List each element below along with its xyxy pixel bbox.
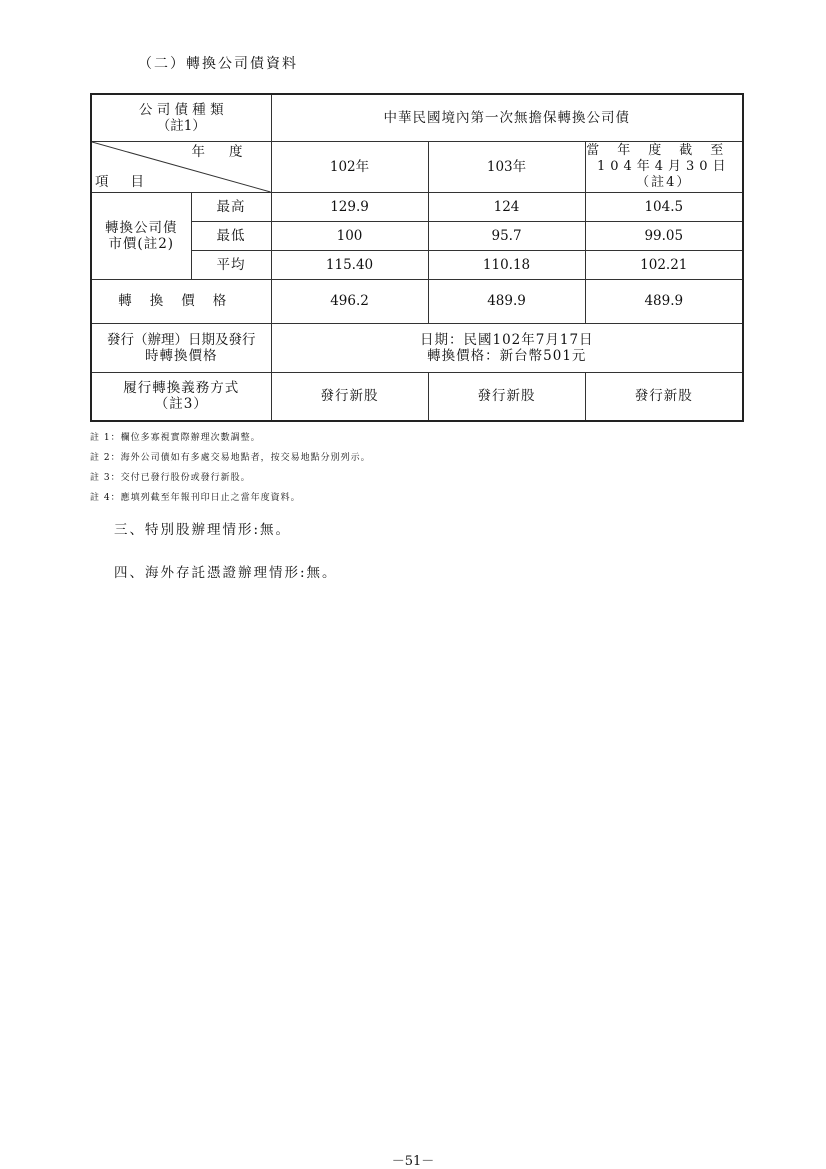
col-current-line1: 當年度截至 — [586, 142, 742, 158]
high-label: 最高 — [191, 192, 271, 221]
performance-label — [91, 372, 271, 421]
avg-label: 平均 — [191, 250, 271, 279]
table-notes — [90, 428, 371, 508]
col-header-102: 102年 — [271, 141, 428, 192]
avg-current: 102.21 — [585, 250, 743, 279]
section-title: （二）轉換公司債資料 — [138, 56, 298, 72]
convertible-bond-table — [90, 93, 744, 422]
performance-label-text: 履行轉換義務方式 — [123, 380, 240, 397]
issue-label — [91, 323, 271, 372]
table-row-years — [91, 141, 743, 192]
issue-date: 日期：民國102年7月17日 — [420, 331, 594, 348]
low-current: 99.05 — [585, 221, 743, 250]
table-row-issue — [91, 323, 743, 372]
preferred-stock-paragraph: 三、特別股辦理情形:無。 — [114, 522, 292, 538]
bond-type-header-cell — [91, 94, 271, 141]
conversion-price-current: 489.9 — [585, 279, 743, 323]
low-103: 95.7 — [428, 221, 585, 250]
high-103: 124 — [428, 192, 585, 221]
issue-value — [271, 323, 743, 372]
year-item-diagonal-cell — [91, 141, 271, 192]
table-row-bond-type — [91, 94, 743, 141]
table-row-performance — [91, 372, 743, 421]
bond-type-note: （註1） — [156, 117, 206, 134]
col-current-line3: （註4） — [636, 174, 692, 190]
conversion-price-label: 轉換價格 — [91, 279, 271, 323]
avg-102: 115.40 — [271, 250, 428, 279]
col-header-current — [585, 141, 743, 192]
diag-year-label: 年度 — [191, 143, 267, 160]
low-label: 最低 — [191, 221, 271, 250]
table-row-high — [91, 192, 743, 221]
avg-103: 110.18 — [428, 250, 585, 279]
note-3: 註 3：交付已發行股份或發行新股。 — [90, 473, 251, 483]
bond-type-label: 公 司 債 種 類 — [138, 101, 224, 118]
performance-current: 發行新股 — [585, 372, 743, 421]
conversion-price-102: 496.2 — [271, 279, 428, 323]
performance-103: 發行新股 — [428, 372, 585, 421]
issue-label-line1: 發行（辦理）日期及發行 — [107, 331, 256, 348]
performance-102: 發行新股 — [271, 372, 428, 421]
note-2: 註 2：海外公司債如有多處交易地點者，按交易地點分別列示。 — [90, 453, 371, 463]
col-current-line2: 104年4月30日 — [596, 158, 731, 174]
conversion-price-103: 489.9 — [428, 279, 585, 323]
issue-conversion-price: 轉換價格：新台幣501元 — [427, 347, 587, 364]
note-1: 註 1：欄位多寡視實際辦理次數調整。 — [90, 433, 261, 443]
issue-label-line2: 時轉換價格 — [145, 347, 218, 364]
market-price-label — [91, 192, 191, 279]
high-current: 104.5 — [585, 192, 743, 221]
low-102: 100 — [271, 221, 428, 250]
market-price-label-line2: 市價(註2) — [108, 235, 175, 252]
bond-type-value: 中華民國境內第一次無擔保轉換公司債 — [271, 94, 743, 141]
depositary-receipts-paragraph: 四、海外存託憑證辦理情形:無。 — [114, 565, 338, 581]
performance-note: （註3） — [154, 396, 208, 413]
note-4: 註 4：應填列截至年報刊印日止之當年度資料。 — [90, 493, 301, 503]
diag-item-label: 項目 — [95, 173, 166, 190]
table-row-conversion-price — [91, 279, 743, 323]
high-102: 129.9 — [271, 192, 428, 221]
page-number: －51－ — [391, 1154, 435, 1169]
market-price-label-line1: 轉換公司債 — [105, 219, 178, 236]
col-header-103: 103年 — [428, 141, 585, 192]
